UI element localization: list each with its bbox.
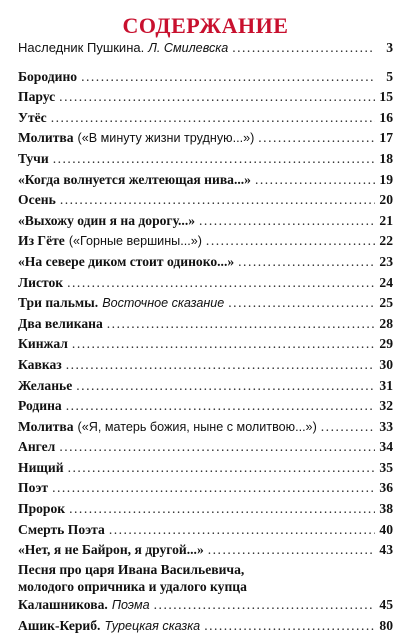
dot-leader <box>59 87 375 108</box>
entry-title: «Выхожу один я на дорогу...» <box>18 212 196 228</box>
toc-entry <box>18 170 393 191</box>
toc-entry <box>18 87 393 108</box>
toc-entry <box>18 149 393 170</box>
toc-entry <box>18 458 393 479</box>
dot-leader <box>53 149 375 170</box>
entry-title: Бородино <box>18 68 78 84</box>
toc-entry-song <box>18 561 393 616</box>
page-number: 34 <box>379 439 393 455</box>
page-number: 18 <box>379 150 393 166</box>
toc-entry <box>18 108 393 129</box>
dot-leader <box>232 38 375 59</box>
entry-subtitle: Турецкая сказка <box>104 618 201 633</box>
entry-title-line: молодого опричника и удалого купца <box>18 579 247 595</box>
toc-entry-intro <box>18 38 393 59</box>
entry-title: Ангел <box>18 439 56 455</box>
dot-leader <box>52 478 375 499</box>
page-number: 21 <box>379 212 393 228</box>
page-number: 33 <box>379 418 393 434</box>
toc-entry <box>18 273 393 294</box>
page-number: 35 <box>379 459 393 475</box>
page-number: 5 <box>386 68 393 84</box>
dot-leader <box>72 334 375 355</box>
page-number: 16 <box>379 109 393 125</box>
page-number: 30 <box>379 356 393 372</box>
entry-title: Смерть Поэта <box>18 521 105 537</box>
page-number: 23 <box>379 253 393 269</box>
toc-entry <box>18 67 393 88</box>
page-number: 19 <box>379 171 393 187</box>
page-number: 22 <box>379 233 393 249</box>
entry-subtitle: («Я, матерь божия, ныне с молитвою...») <box>77 419 317 434</box>
toc-entry <box>18 417 393 438</box>
toc-entry <box>18 293 393 314</box>
entry-title: Пророк <box>18 501 66 517</box>
dot-leader <box>59 437 375 458</box>
entry-title-final-line <box>18 595 393 616</box>
page-number: 25 <box>379 295 393 311</box>
dot-leader <box>204 616 375 636</box>
entry-subtitle: Поэма <box>111 598 150 613</box>
entry-title: «На севере диком стоит одиноко...» <box>18 253 235 269</box>
dot-leader <box>66 396 375 417</box>
dot-leader <box>238 252 375 273</box>
entry-title: Родина <box>18 398 62 414</box>
toc-entry <box>18 128 393 149</box>
entry-title: Тучи <box>18 150 49 166</box>
entry-title: Молитва <box>18 418 74 434</box>
page-number: 24 <box>379 274 393 290</box>
dot-leader <box>255 170 375 191</box>
dot-leader <box>68 458 375 479</box>
toc-entry <box>18 211 393 232</box>
page-number: 40 <box>379 521 393 537</box>
entry-title: Наследник Пушкина. <box>18 40 145 55</box>
toc-entry <box>18 376 393 397</box>
dot-leader <box>51 108 375 129</box>
entry-title: Молитва <box>18 130 74 146</box>
entry-title-line: Песня про царя Ивана Васильевича, <box>18 561 245 577</box>
toc-entry <box>18 334 393 355</box>
entry-title: Поэт <box>18 480 49 496</box>
page-number: 36 <box>379 480 393 496</box>
dot-leader <box>67 273 375 294</box>
entry-title: Ашик-Кериб. <box>18 617 101 633</box>
dot-leader <box>208 540 375 561</box>
dot-leader <box>66 355 375 376</box>
toc-entry <box>18 499 393 520</box>
entry-title: Кавказ <box>18 356 62 372</box>
dot-leader <box>60 190 375 211</box>
page-number: 43 <box>379 542 393 558</box>
page-number: 80 <box>379 617 393 633</box>
toc-entry <box>18 520 393 541</box>
page-number: 45 <box>379 597 393 613</box>
toc-entry <box>18 190 393 211</box>
page-number: 38 <box>379 501 393 517</box>
entry-title: Калашникова. <box>18 597 108 613</box>
toc-list <box>18 67 393 561</box>
entry-title: «Нет, я не Байрон, я другой...» <box>18 542 204 558</box>
entry-title: «Когда волнуется желтеющая нива...» <box>18 171 251 187</box>
dot-leader <box>199 211 375 232</box>
toc-entry <box>18 252 393 273</box>
dot-leader <box>321 417 375 438</box>
entry-title: Осень <box>18 192 56 208</box>
page-number: 17 <box>379 130 393 146</box>
dot-leader <box>258 128 375 149</box>
toc-entry <box>18 314 393 335</box>
dot-leader <box>76 376 375 397</box>
toc-entry <box>18 355 393 376</box>
dot-leader <box>206 231 375 252</box>
dot-leader <box>107 314 375 335</box>
page-number: 15 <box>379 89 393 105</box>
entry-title: Нищий <box>18 459 64 475</box>
page-number: 3 <box>386 40 393 55</box>
page-number: 28 <box>379 315 393 331</box>
entry-title: Парус <box>18 89 56 105</box>
dot-leader <box>228 293 375 314</box>
entry-title: Два великана <box>18 315 103 331</box>
toc-entry <box>18 396 393 417</box>
dot-leader <box>81 67 375 88</box>
page-number: 29 <box>379 336 393 352</box>
page-number: 31 <box>379 377 393 393</box>
entry-subtitle: («Горные вершины...») <box>68 234 202 249</box>
entry-title: Три пальмы. <box>18 295 99 311</box>
toc-entry <box>18 231 393 252</box>
dot-leader <box>109 520 375 541</box>
toc-entry-last <box>18 616 393 636</box>
dot-leader <box>154 595 375 616</box>
toc-entry <box>18 478 393 499</box>
entry-title: Из Гёте <box>18 233 65 249</box>
entry-subtitle: Восточное сказание <box>102 296 225 311</box>
page-title: СОДЕРЖАНИЕ <box>122 13 289 38</box>
dot-leader <box>69 499 375 520</box>
entry-title: Кинжал <box>18 336 68 352</box>
entry-title: Утёс <box>18 109 47 125</box>
page-number: 32 <box>379 398 393 414</box>
toc-entry <box>18 540 393 561</box>
entry-subtitle: («В минуту жизни трудную...») <box>77 131 255 146</box>
entry-title: Желанье <box>18 377 73 393</box>
toc-entry <box>18 437 393 458</box>
page-number: 20 <box>379 192 393 208</box>
entry-title: Листок <box>18 274 64 290</box>
entry-author: Л. Смилевска <box>148 41 229 55</box>
